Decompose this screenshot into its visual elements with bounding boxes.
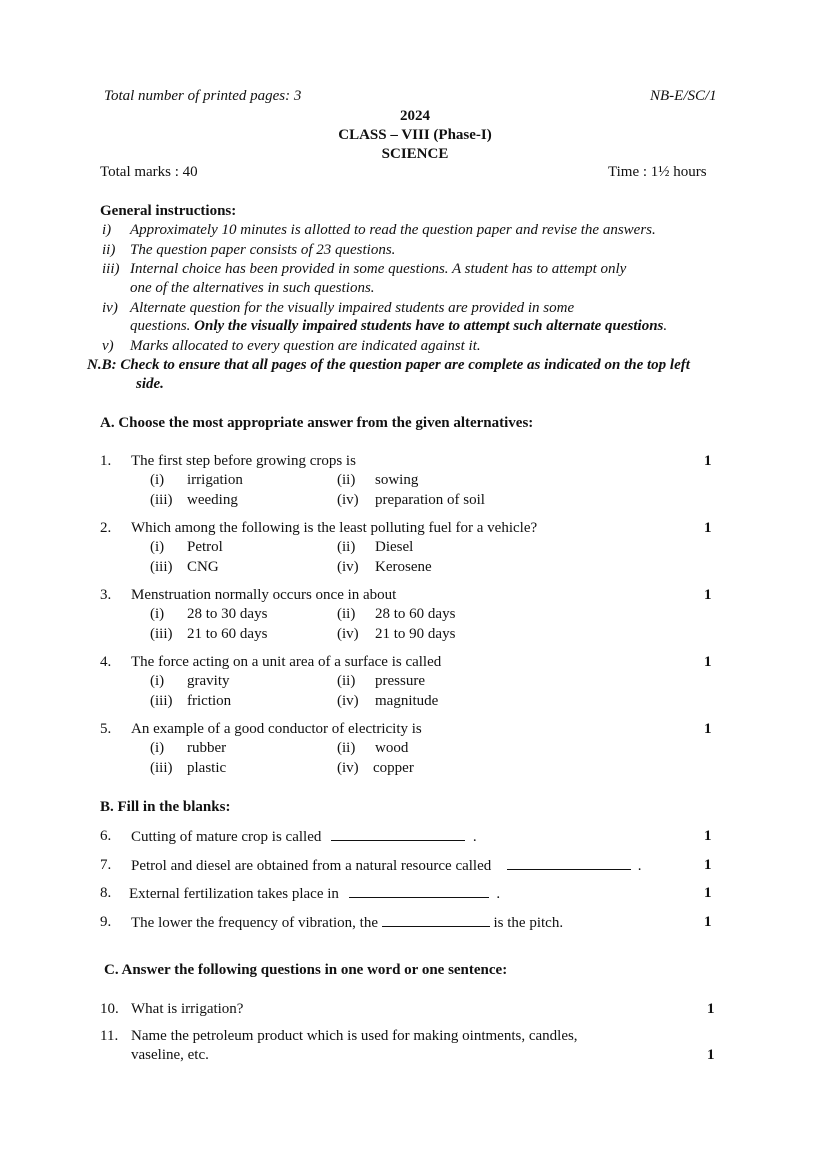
option-label: (i): [150, 673, 165, 689]
answer-blank[interactable]: [507, 857, 631, 870]
question-text: The first step before growing crops is: [131, 453, 356, 469]
question-mark: 1: [704, 914, 712, 930]
option-text: friction: [187, 693, 232, 709]
question-number: 4.: [100, 654, 112, 670]
instruction-text-cont: [130, 318, 667, 335]
instruction-num: iii): [102, 261, 120, 277]
option-label: (iv): [337, 492, 359, 508]
option-text: 21 to 60 days: [187, 626, 268, 642]
nb-note: N.B: Check to ensure that all pages of the question paper are complete as indicated on the top left: [87, 357, 690, 373]
paper-code: NB-E/SC/1: [650, 88, 717, 104]
option-text: 21 to 90 days: [375, 626, 456, 642]
question-mark: 1: [707, 1047, 715, 1063]
option-label: (iii): [150, 626, 173, 642]
instruction-text: Approximately 10 minutes is allotted to read the question paper and revise the answers.: [130, 222, 656, 238]
fill-question: [131, 828, 477, 846]
section-a-heading: A. Choose the most appropriate answer from the given alternatives:: [100, 415, 534, 431]
option-label: (iii): [150, 492, 173, 508]
question-text: Which among the following is the least polluting fuel for a vehicle?: [131, 520, 538, 536]
printed-pages-note: Total number of printed pages: 3: [104, 88, 302, 104]
option-label: (i): [150, 472, 165, 488]
option-text: sowing: [375, 472, 419, 488]
option-label: (ii): [337, 606, 356, 622]
instruction-text: Alternate question for the visually impaired students are provided in some: [130, 300, 575, 316]
instruction-num: ii): [102, 242, 116, 258]
option-text: preparation of soil: [375, 492, 485, 508]
question-mark: 1: [704, 857, 712, 873]
question-number: 5.: [100, 721, 112, 737]
instruction-text-bold: Only the visually impaired students have to attempt such alternate questions: [194, 318, 664, 334]
answer-blank[interactable]: [382, 914, 490, 927]
option-label: (iii): [150, 760, 173, 776]
option-text: copper: [373, 760, 414, 776]
question-text-cont: vaseline, etc.: [131, 1047, 209, 1063]
question-text: Menstruation normally occurs once in about: [131, 587, 397, 603]
fill-question-end: .: [637, 858, 642, 874]
option-text: Petrol: [187, 539, 223, 555]
question-mark: 1: [704, 453, 712, 469]
instruction-num: i): [102, 222, 112, 238]
instruction-text-cont: one of the alternatives in such questions.: [130, 280, 375, 296]
fill-question-end: .: [472, 829, 477, 845]
option-text: CNG: [187, 559, 219, 575]
option-label: (iv): [337, 760, 359, 776]
option-text: rubber: [187, 740, 227, 756]
instruction-text-end: .: [663, 318, 668, 334]
option-label: (i): [150, 539, 165, 555]
question-mark: 1: [704, 587, 712, 603]
question-number: 10.: [100, 1001, 119, 1017]
fill-question: [129, 885, 500, 903]
option-text: wood: [375, 740, 409, 756]
instruction-num: iv): [102, 300, 118, 316]
question-mark: 1: [704, 520, 712, 536]
option-text: Kerosene: [375, 559, 432, 575]
question-text: The force acting on a unit area of a surface is called: [131, 654, 442, 670]
option-label: (iii): [150, 559, 173, 575]
option-text: plastic: [187, 760, 227, 776]
question-number: 6.: [100, 828, 112, 844]
fill-question-text: External fertilization takes place in: [129, 886, 339, 902]
nb-note-cont: side.: [136, 376, 164, 392]
section-b-heading: B. Fill in the blanks:: [100, 799, 231, 815]
option-label: (iv): [337, 626, 359, 642]
option-label: (iii): [150, 693, 173, 709]
option-text: 28 to 30 days: [187, 606, 268, 622]
option-label: (i): [150, 606, 165, 622]
question-text: An example of a good conductor of electricity is: [131, 721, 422, 737]
option-label: (ii): [337, 472, 356, 488]
question-number: 9.: [100, 914, 112, 930]
option-text: magnitude: [375, 693, 439, 709]
question-mark: 1: [707, 1001, 715, 1017]
question-mark: 1: [704, 885, 712, 901]
total-marks: Total marks : 40: [100, 164, 198, 180]
fill-question-text: Petrol and diesel are obtained from a natural resource called: [131, 858, 492, 874]
option-text: pressure: [375, 673, 425, 689]
exam-class: CLASS – VIII (Phase-I): [338, 127, 492, 143]
option-text: gravity: [187, 673, 230, 689]
answer-blank[interactable]: [331, 828, 465, 841]
option-label: (i): [150, 740, 165, 756]
exam-time: Time : 1½ hours: [608, 164, 707, 180]
instruction-text: The question paper consists of 23 questions.: [130, 242, 396, 258]
option-label: (iv): [337, 559, 359, 575]
question-number: 7.: [100, 857, 112, 873]
instruction-text: Marks allocated to every question are indicated against it.: [130, 338, 481, 354]
instruction-num: v): [102, 338, 114, 354]
fill-question-text: Cutting of mature crop is called: [131, 829, 322, 845]
exam-subject: SCIENCE: [381, 146, 449, 162]
question-mark: 1: [704, 828, 712, 844]
fill-question: [131, 914, 563, 932]
fill-question-text: The lower the frequency of vibration, the: [131, 915, 378, 931]
fill-question: [131, 857, 642, 875]
exam-year: 2024: [400, 108, 430, 124]
question-number: 3.: [100, 587, 112, 603]
section-c-heading: C. Answer the following questions in one word or one sentence:: [104, 962, 508, 978]
question-number: 8.: [100, 885, 112, 901]
option-label: (iv): [337, 693, 359, 709]
option-label: (ii): [337, 673, 356, 689]
option-text: irrigation: [187, 472, 243, 488]
question-number: 1.: [100, 453, 112, 469]
option-text: weeding: [187, 492, 238, 508]
fill-question-end: .: [496, 886, 501, 902]
answer-blank[interactable]: [349, 885, 489, 898]
fill-question-end: is the pitch.: [493, 915, 564, 931]
question-text: What is irrigation?: [131, 1001, 244, 1017]
option-label: (ii): [337, 740, 356, 756]
option-label: (ii): [337, 539, 356, 555]
option-text: 28 to 60 days: [375, 606, 456, 622]
instruction-text: Internal choice has been provided in some questions. A student has to attempt only: [130, 261, 627, 277]
instruction-text-plain: questions.: [130, 318, 195, 334]
question-text: Name the petroleum product which is used for making ointments, candles,: [131, 1028, 578, 1044]
question-number: 2.: [100, 520, 112, 536]
question-number: 11.: [100, 1028, 119, 1044]
instructions-heading: General instructions:: [100, 203, 237, 219]
option-text: Diesel: [375, 539, 414, 555]
question-mark: 1: [704, 721, 712, 737]
question-mark: 1: [704, 654, 712, 670]
